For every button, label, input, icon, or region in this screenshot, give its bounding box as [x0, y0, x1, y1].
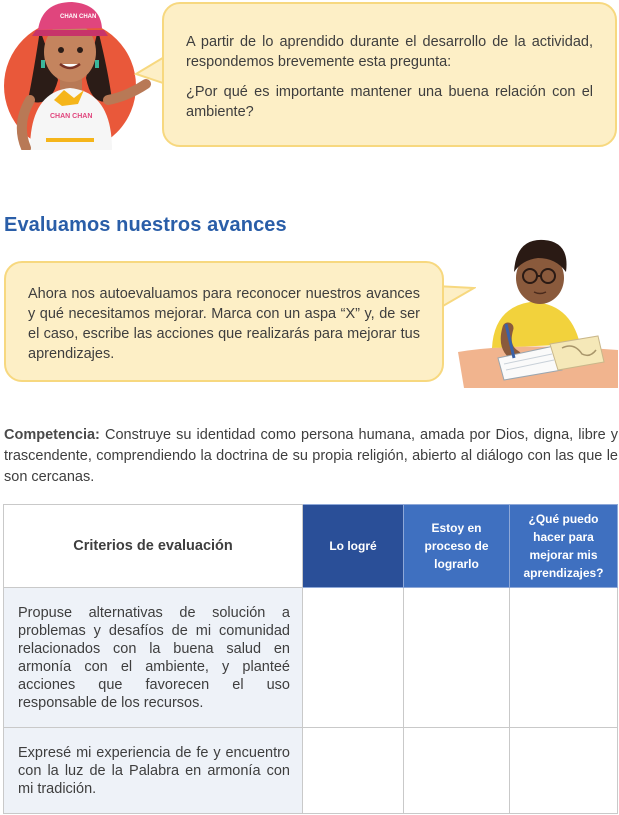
- reflection-question: ¿Por qué es importante mantener una buena relación con el ambiente?: [186, 84, 593, 120]
- criterion-cell: Propuse alternativas de solución a problemas y desafíos de mi comunidad relacionados con la buena salud en armonía con el ambiente, y planteé acciones que favorecen el uso responsable de los recursos.: [4, 588, 303, 728]
- header-que-puedo-hacer: ¿Qué puedo hacer para mejorar mis aprendizajes?: [510, 505, 618, 588]
- header-en-proceso: Estoy en proceso de lograrlo: [404, 505, 510, 588]
- mejorar-cell[interactable]: [510, 588, 618, 728]
- table-row: [4, 588, 618, 728]
- question-speech-bubble: [162, 2, 617, 147]
- en-proceso-cell[interactable]: [404, 728, 510, 814]
- table-row: [4, 728, 618, 814]
- criterion-cell: Expresé mi experiencia de fe y encuentro con la luz de la Palabra en armonía con mi tradición.: [4, 728, 303, 814]
- lo-logre-cell[interactable]: [303, 588, 404, 728]
- competencia-paragraph: [4, 425, 618, 488]
- intro-text: A partir de lo aprendido durante el desarrollo de la actividad, respondemos brevemente esta pregunta:: [186, 34, 593, 70]
- self-evaluation-bubble: [4, 261, 444, 382]
- mejorar-cell[interactable]: [510, 728, 618, 814]
- header-criterios: Criterios de evaluación: [4, 505, 303, 588]
- cap-text: CHAN CHAN: [60, 14, 97, 20]
- competencia-label: Competencia:: [4, 427, 100, 443]
- header-lo-logre: Lo logré: [303, 505, 404, 588]
- evaluation-table: [3, 504, 618, 814]
- boy-writing-illustration: [458, 232, 618, 388]
- shirt-text: CHAN CHAN: [50, 113, 93, 120]
- lo-logre-cell[interactable]: [303, 728, 404, 814]
- table-header-row: [4, 505, 618, 588]
- self-evaluation-instructions: Ahora nos autoevaluamos para reconocer nuestros avances y qué necesitamos mejorar. Marca con un aspa “X” y, de ser el caso, escribe las acciones que realizarás para mejorar tus aprendizajes.: [28, 286, 420, 362]
- en-proceso-cell[interactable]: [404, 588, 510, 728]
- section-title: Evaluamos nuestros avances: [4, 214, 287, 236]
- competencia-text: Construye su identidad como persona humana, amada por Dios, digna, libre y trascendente, comprendiendo la doctrina de su propia religión, abierto al diálogo con las que le son cercanas.: [4, 427, 618, 485]
